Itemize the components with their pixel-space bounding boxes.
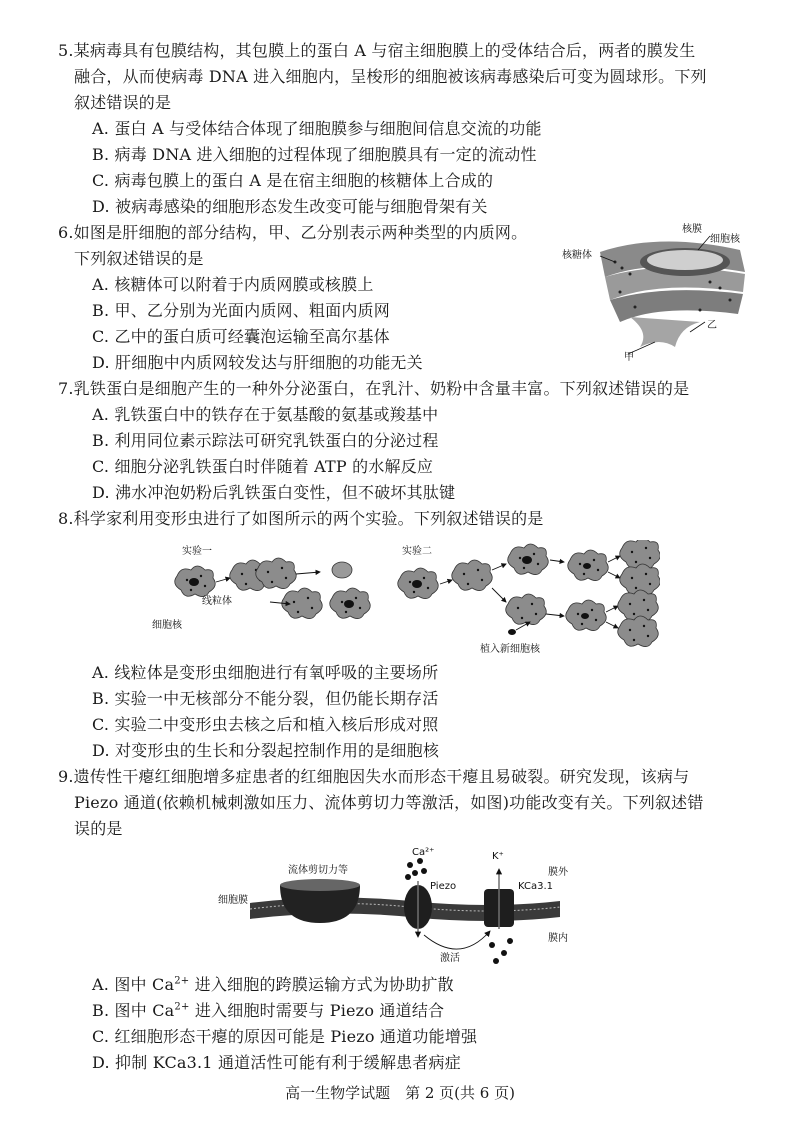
liver-cell-er-figure — [560, 222, 760, 362]
q6-stem-line-1: 6.如图是肝细胞的部分结构，甲、乙分别表示两种类型的内质网。 — [58, 223, 528, 242]
q9-option-a-sup: 2+ — [174, 975, 190, 987]
q9-option-b-sup: 2+ — [174, 1001, 190, 1013]
q8-option-b: B. 实验一中无核部分不能分裂，但仍能长期存活 — [92, 689, 439, 708]
q9-option-b-text: B. 图中 Ca — [92, 1001, 175, 1020]
q9-option-c — [92, 1026, 477, 1048]
label-activate: 激活 — [440, 953, 460, 964]
label-piezo: Piezo — [430, 881, 457, 892]
q7-option-c: C. 细胞分泌乳铁蛋白时伴随着 ATP 的水解反应 — [92, 457, 434, 476]
q7-option-d: D. 沸水冲泡奶粉后乳铁蛋白变性，但不破坏其肽键 — [92, 483, 456, 502]
piezo-channel-figure — [210, 845, 600, 973]
label-ribosome: 核糖体 — [562, 250, 592, 261]
q5-stem-line-2: 融合，从而使病毒 DNA 进入细胞内，呈梭形的细胞被该病毒感染后可变为圆球形。下列 — [74, 67, 707, 86]
label-implant-nucleus: 植入新细胞核 — [480, 644, 540, 655]
label-cell-membrane: 细胞膜 — [218, 895, 248, 906]
q9-stem-line-1: 9.遗传性干瘪红细胞增多症患者的红细胞因失水而形态干瘪且易破裂。研究发现，该病与 — [58, 767, 690, 786]
label-exp2: 实验二 — [402, 546, 432, 557]
label-yi: 乙 — [707, 320, 717, 331]
q5-option-a: A. 蛋白 A 与受体结合体现了细胞膜参与细胞间信息交流的功能 — [92, 119, 542, 138]
q9-option-a-text-2: 进入细胞的跨膜运输方式为协助扩散 — [189, 975, 454, 994]
q6-option-b: B. 甲、乙分别为光面内质网、粗面内质网 — [92, 301, 390, 320]
q7-option-b: B. 利用同位素示踪法可研究乳铁蛋白的分泌过程 — [92, 431, 439, 450]
page-footer: 高一生物学试题 第 2 页(共 6 页) — [285, 1084, 515, 1102]
q6-option-c: C. 乙中的蛋白质可经囊泡运输至高尔基体 — [92, 327, 390, 346]
label-mitochondria: 线粒体 — [202, 596, 232, 607]
label-k: K⁺ — [492, 851, 504, 862]
label-ca: Ca²⁺ — [412, 847, 435, 858]
q8-stem-line-1: 8.科学家利用变形虫进行了如图所示的两个实验。下列叙述错误的是 — [58, 509, 544, 528]
q5-option-b: B. 病毒 DNA 进入细胞的过程体现了细胞膜具有一定的流动性 — [92, 145, 537, 164]
q9-option-a — [92, 974, 454, 996]
label-jia: 甲 — [624, 352, 634, 362]
q9-option-b-text-2: 进入细胞时需要与 Piezo 通道结合 — [189, 1001, 445, 1020]
q5-stem-line-1: 5.某病毒具有包膜结构，其包膜上的蛋白 A 与宿主细胞膜上的受体结合后，两者的膜发生 — [58, 41, 696, 60]
experiment-two — [398, 540, 660, 655]
q5-stem-line-3: 叙述错误的是 — [74, 93, 172, 112]
q9-option-d-text: D. 抑制 KCa3.1 通道活性可能有利于缓解患者病症 — [92, 1053, 461, 1072]
label-outside: 膜外 — [548, 867, 568, 878]
label-inside: 膜内 — [548, 933, 568, 944]
q8-option-c: C. 实验二中变形虫去核之后和植入核后形成对照 — [92, 715, 439, 734]
q9-option-a-text: A. 图中 Ca — [92, 975, 175, 994]
q8-option-d: D. 对变形虫的生长和分裂起控制作用的是细胞核 — [92, 741, 440, 760]
q9-stem-line-2: Piezo 通道(依赖机械刺激如压力、流体剪切力等激活，如图)功能改变有关。下列叙述错 — [74, 793, 704, 812]
q6-option-a: A. 核糖体可以附着于内质网膜或核膜上 — [92, 275, 374, 294]
experiment-one — [152, 544, 370, 631]
label-nucleus: 细胞核 — [710, 234, 740, 245]
q6-stem-line-2: 下列叙述错误的是 — [74, 249, 204, 268]
q6-option-d: D. 肝细胞中内质网较发达与肝细胞的功能无关 — [92, 353, 423, 372]
label-kca: KCa3.1 — [518, 881, 554, 892]
q7-option-a: A. 乳铁蛋白中的铁存在于氨基酸的氨基或羧基中 — [92, 405, 439, 424]
q9-option-b — [92, 1000, 444, 1022]
q7-stem-line-1: 7.乳铁蛋白是细胞产生的一种外分泌蛋白，在乳汁、奶粉中含量丰富。下列叙述错误的是 — [58, 379, 690, 398]
q9-option-d — [92, 1052, 461, 1074]
q9-option-c-text: C. 红细胞形态干瘪的原因可能是 Piezo 通道功能增强 — [92, 1027, 478, 1046]
q8-option-a: A. 线粒体是变形虫细胞进行有氧呼吸的主要场所 — [92, 663, 439, 682]
q5-option-d: D. 被病毒感染的细胞形态发生改变可能与细胞骨架有关 — [92, 197, 488, 216]
amoeba-experiment-figure — [150, 540, 660, 658]
label-nuclear-membrane: 核膜 — [682, 224, 702, 235]
label-nucleus-8: 细胞核 — [152, 620, 182, 631]
er-stack-illustration — [600, 241, 745, 347]
label-exp1: 实验一 — [182, 546, 212, 557]
q5-option-c: C. 病毒包膜上的蛋白 A 是在宿主细胞的核糖体上合成的 — [92, 171, 494, 190]
label-shear-force: 流体剪切力等 — [288, 865, 348, 876]
q9-stem-line-3: 误的是 — [74, 819, 123, 838]
